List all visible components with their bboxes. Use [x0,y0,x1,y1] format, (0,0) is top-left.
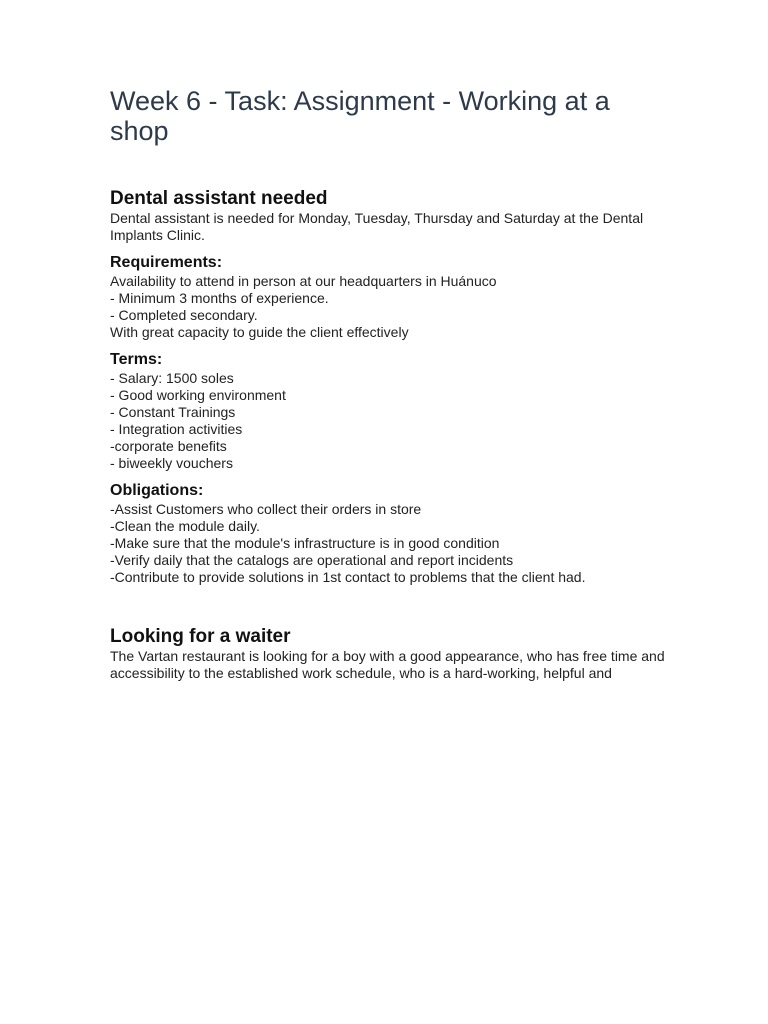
term-item: - Good working environment [110,387,286,403]
ad-paragraph: accessibility to the established work schedule, who is a hard-working, helpful and [110,665,612,681]
requirement-item: - Minimum 3 months of experience. [110,290,329,306]
requirement-item: With great capacity to guide the client effectively [110,324,409,340]
obligation-item: -Contribute to provide solutions in 1st contact to problems that the client had. [110,569,586,585]
obligation-item: -Assist Customers who collect their orders in store [110,501,422,517]
term-item: - biweekly vouchers [110,455,233,471]
terms-heading: Terms: [110,351,163,368]
term-item: - Salary: 1500 soles [110,370,234,386]
document-title: Week 6 - Task: Assignment - Working at a shop [110,86,610,146]
term-item: - Constant Trainings [110,404,236,420]
obligation-item: -Verify daily that the catalogs are operational and report incidents [110,552,514,568]
requirement-item: Availability to attend in person at our headquarters in Huánuco [110,273,497,289]
obligations-heading: Obligations: [110,482,204,499]
ad-intro-line: Dental assistant is needed for Monday, Tuesday, Thursday and Saturday at the Dental [110,210,644,226]
term-item: -corporate benefits [110,438,227,454]
requirements-heading: Requirements: [110,254,223,271]
ad-paragraph: The Vartan restaurant is looking for a boy with a good appearance, who has free time and [110,648,665,664]
requirement-item: - Completed secondary. [110,307,258,323]
obligation-item: -Clean the module daily. [110,518,260,534]
document-page [110,86,670,682]
obligation-item: -Make sure that the module's infrastructure is in good condition [110,535,500,551]
ad-heading-dental-assistant: Dental assistant needed [110,188,328,209]
ad-heading-waiter: Looking for a waiter [110,626,291,647]
term-item: - Integration activities [110,421,243,437]
ad-intro-line: Implants Clinic. [110,227,205,243]
